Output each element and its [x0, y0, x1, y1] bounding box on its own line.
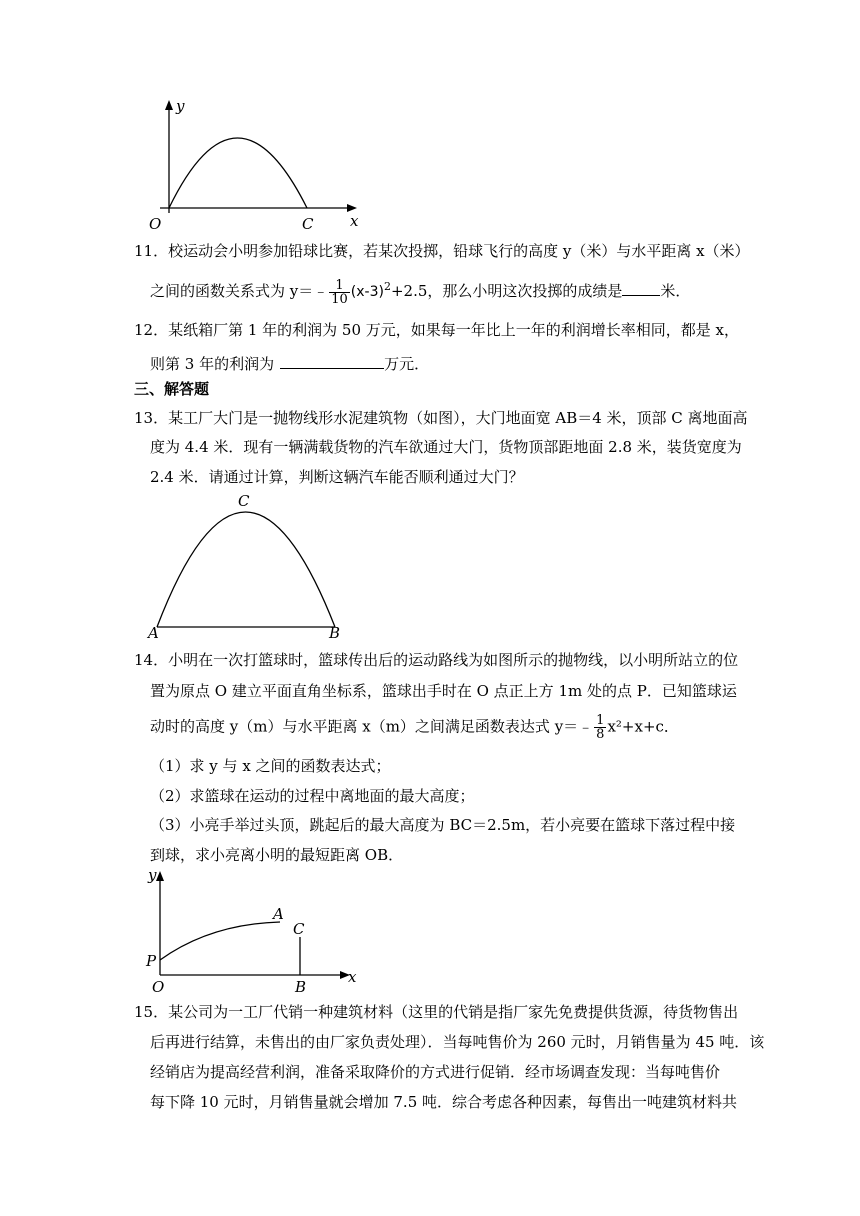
q14-fraction	[594, 714, 606, 741]
q13-line3: 2.4 米．请通过计算，判断这辆汽车能否顺利通过大门？	[150, 468, 524, 486]
fig3-y-label: y	[148, 866, 157, 884]
q11-paren: (x-3)	[350, 284, 384, 300]
q12-line1: 12．某纸箱厂第 1 年的利润为 50 万元，如果每一年比上一年的利润增长率相同，都是 x，	[134, 321, 740, 339]
fig1-origin-label: O	[149, 215, 162, 233]
q11-frac-num: 1	[329, 279, 350, 293]
fig1-y-label: y	[176, 97, 185, 115]
q15-line4: 每下降 10 元时，月销售量就会增加 7.5 吨．综合考虑各种因素，每售出一吨建筑材料共	[150, 1093, 738, 1111]
q11-exp: 2	[383, 280, 391, 293]
fig3-c-label: C	[293, 920, 305, 938]
q15-line2: 后再进行结算，未售出的由厂家负责处理）．当每吨售价为 260 元时，月销售量为 45 吨．该	[150, 1033, 765, 1051]
fig3-a-label: A	[273, 905, 284, 923]
q14-text-a: 动时的高度 y（m）与水平距离 x（m）之间满足函数表达式 y＝﹣	[150, 717, 594, 736]
q11-answer-blank[interactable]	[622, 279, 660, 296]
q14-line2: 置为原点 O 建立平面直角坐标系，篮球出手时在 O 点正上方 1m 处的点 P．已知篮球运	[150, 682, 737, 700]
q12-answer-blank[interactable]	[280, 352, 384, 369]
fig3-x-label: x	[348, 968, 357, 986]
fig2-b-label: B	[329, 624, 341, 642]
fig1-x-label: x	[350, 212, 359, 230]
q14-sub3-line2: 到球，求小亮离小明的最短距离 OB．	[150, 846, 404, 864]
q14-frac-den: 8	[596, 727, 605, 742]
fig3-b-label: B	[295, 978, 307, 996]
q14-line3	[150, 714, 679, 741]
fig1-c-label: C	[302, 215, 314, 233]
q15-line1: 15．某公司为一工厂代销一种建筑材料（这里的代销是指厂家先免费提供货源，待货物售出	[134, 1003, 739, 1021]
q12-text-a: 则第 3 年的利润为	[150, 355, 275, 373]
q11-text-c: 米．	[660, 282, 691, 300]
q14-sub3-line1: （3）小亮手举过头顶，跳起后的最大高度为 BC＝2.5m，若小亮要在篮球下落过程中接	[150, 816, 736, 834]
q14-sub2: （2）求篮球在运动的过程中离地面的最大高度；	[150, 787, 475, 805]
fig3-p-label: P	[146, 952, 157, 970]
q14-line1: 14．小明在一次打篮球时，篮球传出后的运动路线为如图所示的抛物线，以小明所站立的位	[134, 651, 739, 669]
figure-parabola-oc	[140, 95, 360, 235]
q15-line3: 经销店为提高经营利润，准备采取降价的方式进行促销．经市场调查发现：当每吨售价	[150, 1063, 721, 1081]
fig3-o-label: O	[152, 978, 165, 996]
figure-gate	[145, 492, 365, 642]
fig2-c-label: C	[238, 492, 250, 510]
q11-text-b: +2.5，那么小明这次投掷的成绩是	[390, 282, 623, 300]
q14-sub1: （1）求 y 与 x 之间的函数表达式；	[150, 757, 391, 775]
q13-line1: 13．某工厂大门是一抛物线形水泥建筑物（如图），大门地面宽 AB＝4 米，顶部 C 离地面高	[134, 409, 748, 427]
section-heading: 三、解答题	[134, 380, 210, 398]
q11-line2	[150, 277, 690, 306]
q14-text-b: x²+x+c．	[607, 717, 679, 736]
q12-line2	[150, 352, 429, 374]
q11-frac-den: 10	[331, 291, 348, 307]
q14-frac-num: 1	[596, 713, 605, 728]
q11-text-a: 之间的函数关系式为 y＝﹣	[150, 282, 329, 300]
q11-line1: 11．校运动会小明参加铅球比赛，若某次投掷，铅球飞行的高度 y（米）与水平距离 x（米）	[134, 242, 750, 260]
q13-line2: 度为 4.4 米．现有一辆满载货物的汽车欲通过大门，货物顶部距地面 2.8 米，装货宽度为	[150, 438, 742, 456]
q11-fraction	[329, 279, 350, 306]
q12-text-b: 万元．	[384, 355, 430, 373]
fig2-a-label: A	[148, 624, 159, 642]
figure-basketball	[140, 862, 380, 996]
